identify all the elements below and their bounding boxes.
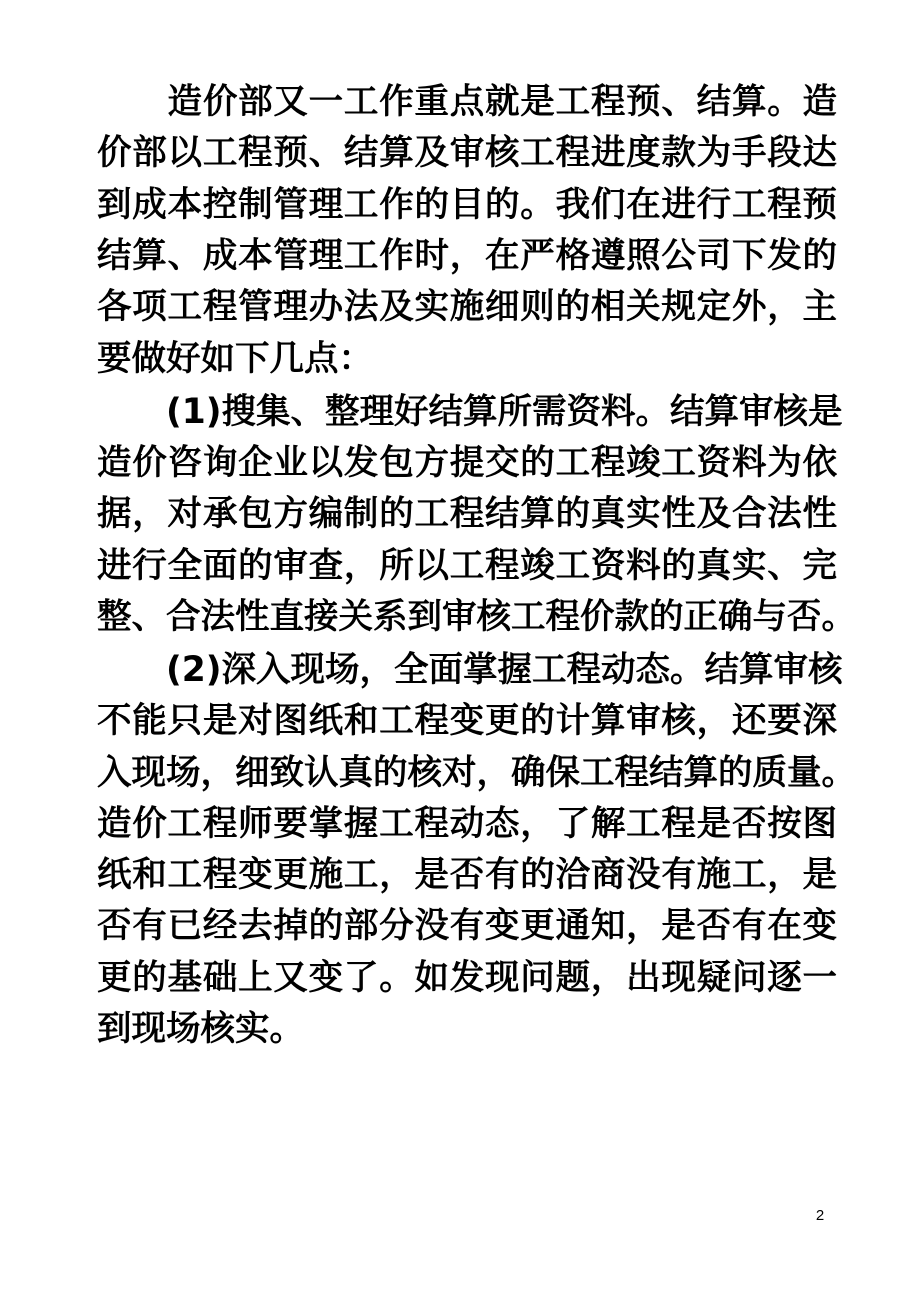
text-line: 整、合法性直接关系到审核工程价款的正确与否。 [97, 596, 856, 637]
text-line: (2)深入现场，全面掌握工程动态。结算审核 [97, 649, 843, 690]
text-line: 造价咨询企业以发包方提交的工程竣工资料为依 [97, 442, 837, 483]
text-line: 要做好如下几点： [97, 338, 373, 379]
text-line: 价部以工程预、结算及审核工程进度款为手段达 [97, 133, 837, 174]
text-line: 结算、成本管理工作时，在严格遵照公司下发的 [97, 235, 837, 276]
text-line: 纸和工程变更施工，是否有的洽商没有施工，是 [97, 855, 837, 896]
text-line: 到现场核实。 [97, 1009, 304, 1050]
page-number: 2 [815, 1207, 825, 1224]
text-line: 入现场，细致认真的核对，确保工程结算的质量。 [97, 752, 856, 793]
text-line: 造价部又一工作重点就是工程预、结算。造 [97, 82, 837, 122]
text-line: 各项工程管理办法及实施细则的相关规定外，主 [97, 287, 837, 328]
text-line: 不能只是对图纸和工程变更的计算审核，还要深 [97, 701, 837, 742]
text-line: 否有已经去掉的部分没有变更通知，是否有在变 [97, 906, 837, 947]
text-line: (1)搜集、整理好结算所需资料。结算审核是 [97, 391, 843, 432]
text-line: 更的基础上又变了。如发现问题，出现疑问逐一 [97, 957, 837, 998]
text-line: 进行全面的审查，所以工程竣工资料的真实、完 [97, 545, 837, 586]
text-line: 据，对承包方编制的工程结算的真实性及合法性 [97, 494, 837, 535]
text-line: 造价工程师要掌握工程动态，了解工程是否按图 [97, 803, 837, 844]
text-line: 到成本控制管理工作的目的。我们在进行工程预 [97, 184, 837, 225]
